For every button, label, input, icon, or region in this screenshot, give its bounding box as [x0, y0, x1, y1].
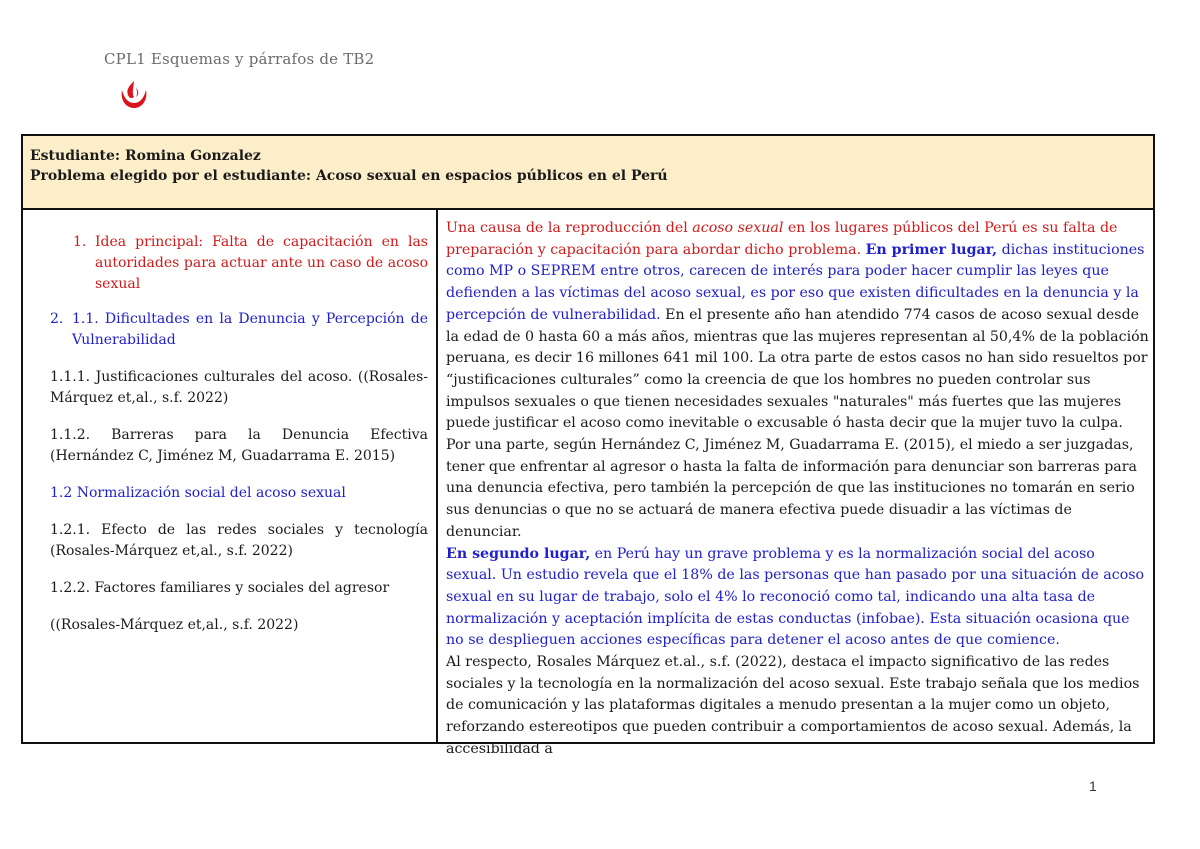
problem-statement: Problema elegido por el estudiante: Acoso sexual en espacios públicos en el Perú	[30, 168, 668, 184]
p2-connector: En segundo lugar,	[446, 545, 591, 562]
outline-subidea-1-1	[50, 309, 428, 351]
outline-item-1-1-1: 1.1.1. Justificaciones culturales del acoso. ((Rosales-Márquez et,al., s.f. 2022)	[50, 369, 428, 406]
paragraph-1	[446, 218, 1149, 544]
outline-column	[23, 210, 438, 742]
p1-subidea: dichas instituciones como MP o SEPREM entre otros, carecen de interés para poder hacer cumplir las leyes que defienden a las víctimas del acoso sexual, es por eso que existen dificultades en la denuncia y la percepción de vulnerabilidad.	[446, 241, 1145, 323]
main-idea-text: Idea principal: Falta de capacitación en las autoridades para actuar ante un caso de acoso sexual	[95, 234, 428, 292]
subidea-text: 1.1. Dificultades en la Denuncia y Percepción de Vulnerabilidad	[72, 311, 428, 348]
table-body	[23, 210, 1153, 757]
outline-item-1-1-2: 1.1.2. Barreras para la Denuncia Efectiva (Hernández C, Jiménez M, Guadarrama E. 2015)	[50, 427, 428, 464]
p1-connector: En primer lugar,	[865, 241, 998, 258]
outline-item-reference: ((Rosales-Márquez et,al., s.f. 2022)	[50, 617, 299, 633]
content-table	[21, 134, 1155, 757]
p2-text: en Perú hay un grave problema y es la normalización social del acoso sexual. Un estudio revela que el 18% de las personas que han pasado por una situación de acoso sexual en su lugar de trabajo, solo el 4% lo reconoció como tal, indicando una alta tasa de normalización y aceptación implícita de estas conductas (infobae). Esta situación ocasiona que no se desplieguen acciones específicas para detener el acoso antes de que comience.	[446, 545, 1145, 649]
page-number: 1	[1089, 778, 1097, 794]
university-logo	[118, 80, 150, 110]
paragraph-column	[438, 210, 1153, 757]
outline-main-idea	[73, 232, 428, 295]
p1-body: En el presente año han atendido 774 casos de acoso sexual desde la edad de 0 hasta 60 a más años, mientras que las mujeres representan al 50,4% de la población peruana, es decir 16 millones 641 mil 100. La otra parte de estos casos no han sido resueltos por “justificaciones culturales” como la creencia de que los hombres no pueden controlar sus impulsos sexuales o que tienen necesidades sexuales "naturales" más fuertes que las mujeres puede justificar el acoso como inevitable o excusable ó hasta decir que la mujer tuvo la culpa. Por una parte, según Hernández C, Jiménez M, Guadarrama E. (2015), el miedo a ser juzgadas, tener que enfrentar al agresor o hasta la falta de información para denunciar son barreras para una denuncia efectiva, pero también la percepción de que las instituciones no tomarán en serio sus denuncias o que no se actuará de manera efectiva puede disuadir a las víctimas de denunciar.	[446, 306, 1149, 540]
outline-item-1-2-1: 1.2.1. Efecto de las redes sociales y tecnología (Rosales-Márquez et,al., s.f. 2022)	[50, 522, 428, 559]
outline-number: 2.	[50, 311, 64, 327]
p1-italic-term: acoso sexual	[692, 220, 784, 236]
p1-intro-cont: en los lugares públicos del Perú es su falta de preparación y capacitación para abordar dicho problema.	[446, 220, 1118, 258]
outline-number: 1.	[73, 234, 87, 250]
p1-intro: Una causa de la reproducción del	[446, 220, 693, 236]
student-name: Estudiante: Romina Gonzalez	[30, 148, 261, 164]
paragraph-3: Al respecto, Rosales Márquez et.al., s.f. (2022), destaca el impacto significativo de las redes sociales y la tecnología en la normalización del acoso sexual. Este trabajo señala que los medios de comunicación y las plataformas digitales a menudo presentan a la mujer como un objeto, reforzando estereotipos que pueden contribuir a comportamientos de acoso sexual. Además, la accesibilidad a	[446, 654, 1140, 757]
document-header: CPL1 Esquemas y párrafos de TB2	[104, 50, 375, 68]
table-header	[23, 136, 1153, 210]
outline-item-1-2-2: 1.2.2. Factores familiares y sociales del agresor	[50, 580, 390, 596]
outline-item-1-2: 1.2 Normalización social del acoso sexual	[50, 485, 346, 501]
paragraph-2	[446, 544, 1149, 653]
